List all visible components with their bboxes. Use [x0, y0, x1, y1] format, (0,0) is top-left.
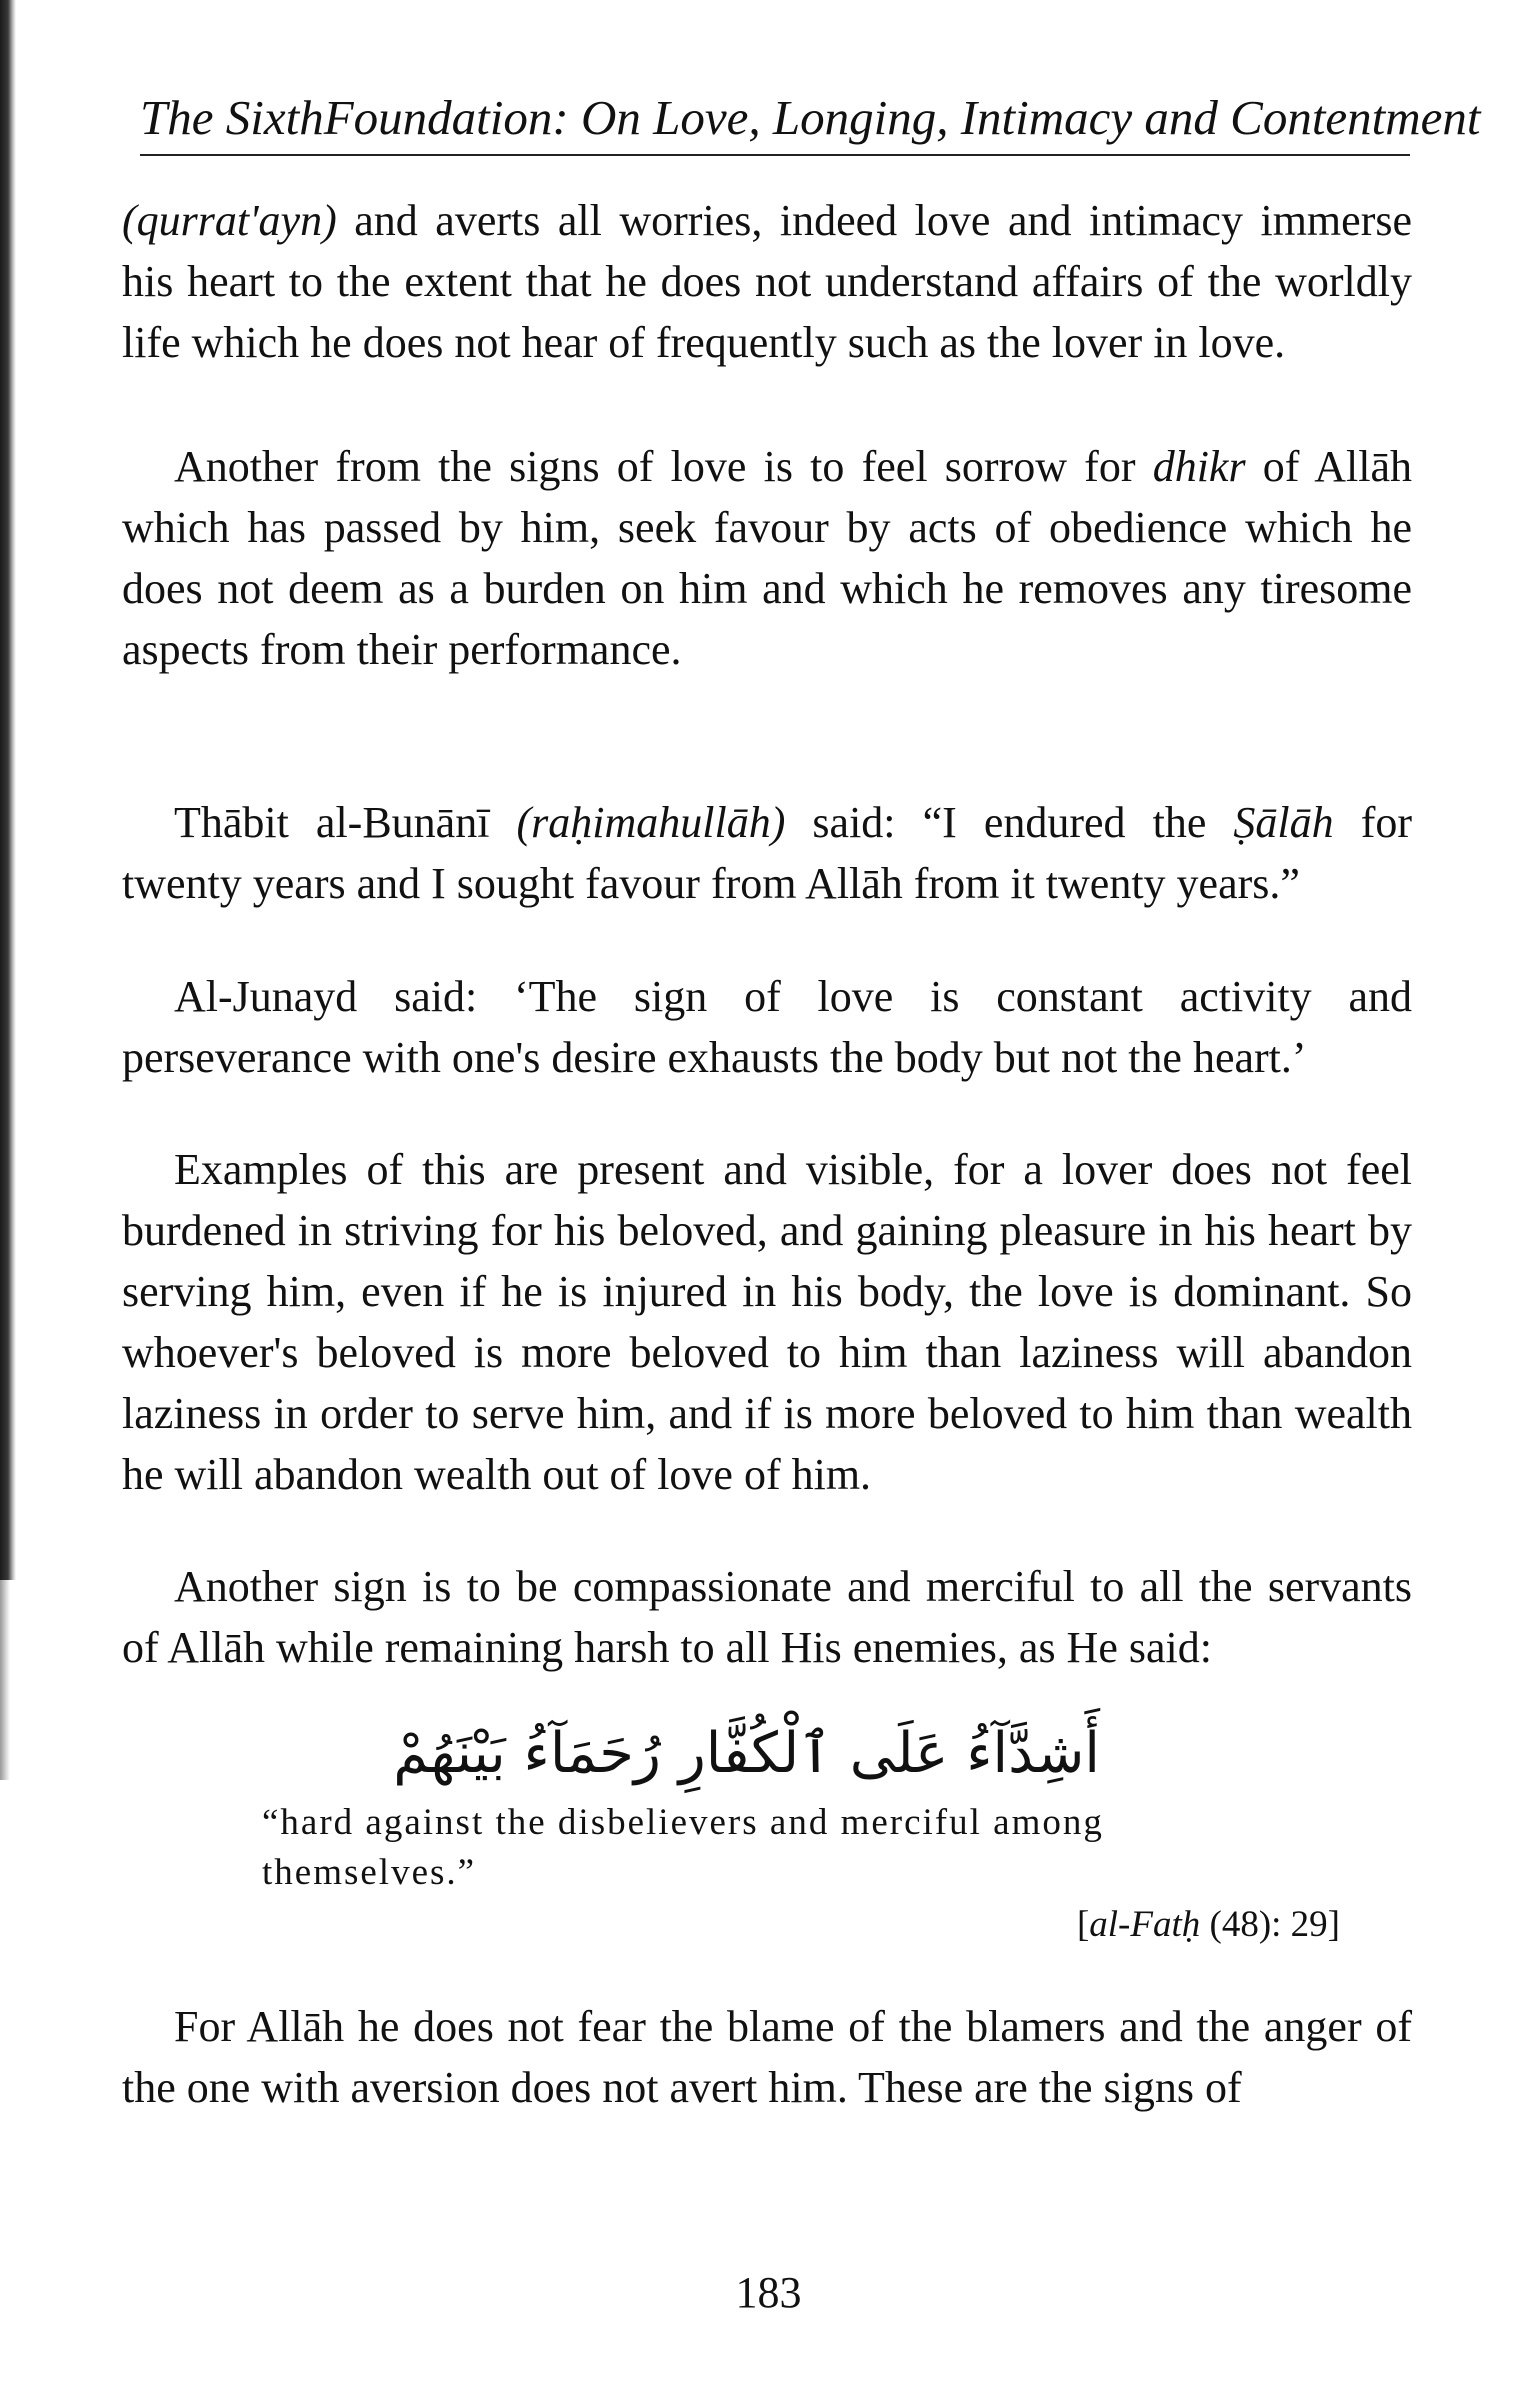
term-dhikr: dhikr — [1152, 442, 1246, 491]
term-qurrat-ayn: (qurrat'ayn) — [122, 196, 337, 245]
running-head: The SixthFoundation: On Love, Longing, Intimacy and Contentment — [140, 90, 1481, 145]
header-rule — [140, 154, 1410, 156]
book-binding-shadow-lower — [0, 1580, 10, 1780]
citation-surah: al-Fatḥ — [1089, 1904, 1201, 1945]
verse-citation — [1000, 1900, 1340, 1950]
citation-bracket: [ — [1076, 1904, 1090, 1945]
paragraph-6 — [122, 1556, 1412, 1678]
paragraph-text: of Allāh which has passed by him, seek favour by acts of obedience which he does not deem as a burden on him and which he removes any tiresome aspects from their performance. — [122, 442, 1412, 674]
book-binding-shadow — [0, 0, 16, 1580]
paragraph-text: and averts all worries, indeed love and intimacy immerse his heart to the extent that he does not understand affairs of the worldly life which he does not hear of frequently such as the lover in love. — [122, 196, 1412, 367]
paragraph-3-block — [122, 792, 1412, 914]
paragraph-7: For Allāh he does not fear the blame of the blamers and the anger of the one with aversion does not avert him. These are the signs of — [122, 2002, 1412, 2112]
paragraph-6-block — [122, 1556, 1412, 1678]
citation-ref: (48): 29] — [1200, 1904, 1340, 1945]
paragraph-text: Al-Junayd said: ‘The sign of love is constant activity and perseverance with one's desire exhausts the body but not the heart.’ — [122, 972, 1412, 1082]
paragraph-1-block — [122, 190, 1412, 373]
paragraph-text: Examples of this are present and visible, for a lover does not feel burdened in striving for his beloved, and gaining pleasure in his heart by serving him, even if he is injured in his body, the love is dominant. So whoever's beloved is more beloved to him than laziness will abandon laziness in order to serve him, and if is more beloved to him than wealth he will abandon wealth out of love of him. — [122, 1145, 1412, 1499]
paragraph-2-block — [122, 436, 1412, 680]
term-salah: Ṣālāh — [1233, 798, 1334, 847]
paragraph-3 — [122, 792, 1412, 914]
paragraph-text: Thābit al-Bunānī — [174, 798, 517, 847]
paragraph-4 — [122, 966, 1412, 1088]
paragraph-text: said: “I endured the — [785, 798, 1234, 847]
paragraph-text: for twenty years and I sought favour from Allāh from it twenty years.” — [122, 798, 1412, 908]
term-rahimahullah: (raḥimahullāh) — [516, 798, 786, 847]
verse-translation: “hard against the disbelievers and merciful among themselves.” — [262, 1802, 1104, 1893]
paragraph-2 — [122, 436, 1412, 680]
paragraph-5 — [122, 1139, 1412, 1505]
page-number: 183 — [735, 2268, 802, 2317]
paragraph-text: Another sign is to be compassionate and merciful to all the servants of Allāh while remaining harsh to all His enemies, as He said: — [122, 1562, 1412, 1672]
paragraph-7-block — [122, 1996, 1412, 2118]
arabic-verse: أَشِدَّآءُ عَلَى ٱلْكُفَّارِ رُحَمَآءُ بَيْنَهُمْ — [393, 1721, 1100, 1786]
paragraph-5-block — [122, 1139, 1412, 1505]
paragraph-1 — [122, 190, 1412, 373]
paragraph-4-block — [122, 966, 1412, 1088]
paragraph-text: Another from the signs of love is to feel sorrow for — [174, 442, 1153, 491]
